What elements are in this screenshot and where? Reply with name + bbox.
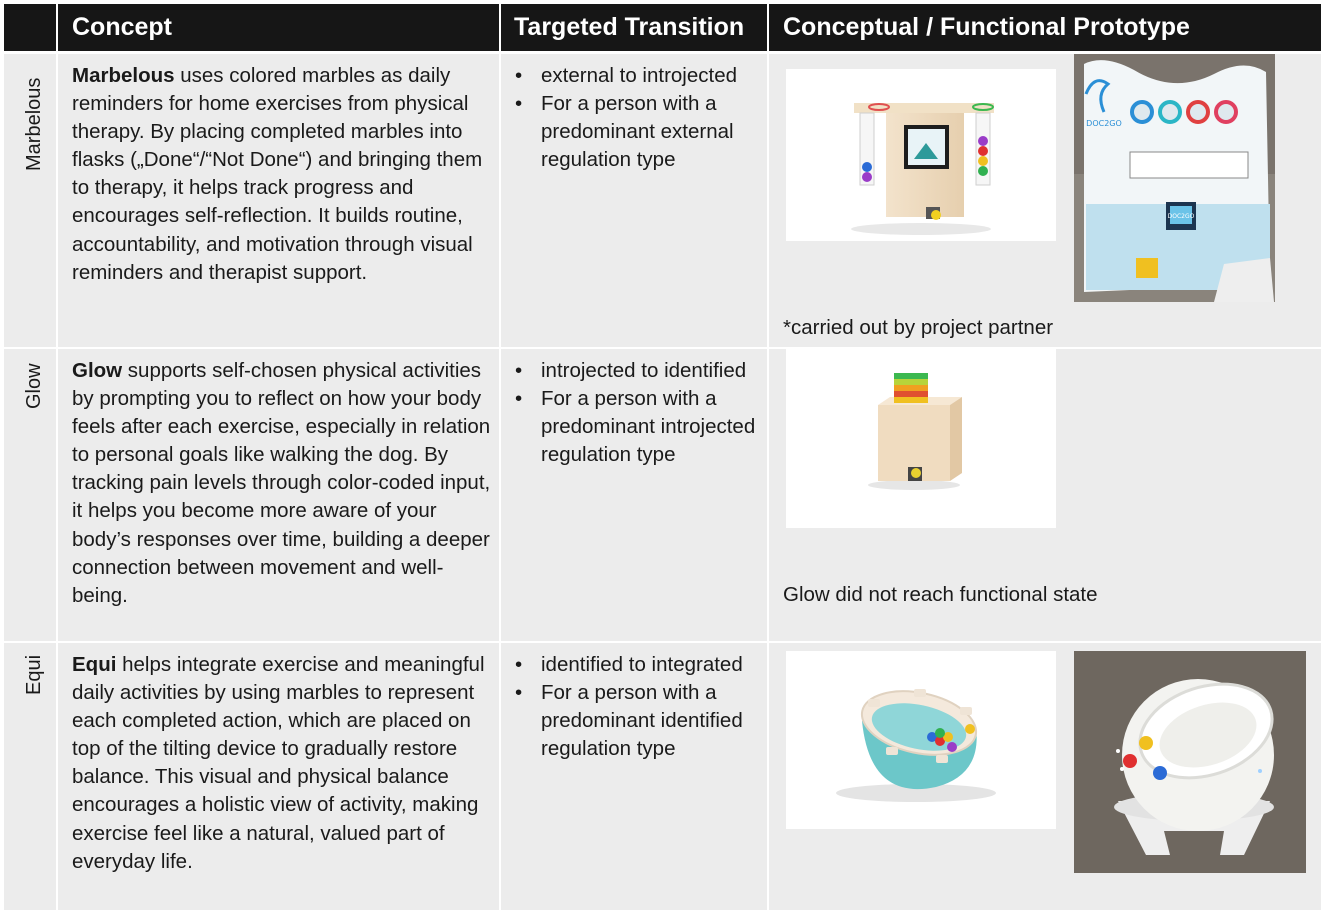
prototype-note-marbelous: *carried out by project partner: [783, 316, 1054, 339]
concept-description-glow: supports self-chosen physical activities by prompting you to reflect on how your body feels after each exercise, especially in relation to personal goals like walking the dog. By tracking pain levels through color-coded input, it helps you become more aware of your body’s responses over time, building a deeper connection between movement and well-being.: [72, 359, 491, 607]
list-item: • For a person with a predominant introjected regulation type: [513, 385, 763, 469]
transition-cell-marbelous: [501, 54, 767, 347]
concept-description-equi: helps integrate exercise and meaningful daily activities by using marbles to represent each completed action, which are placed on top of the tilting device to gradually restore balance. This visual and physical balance encourages a holistic view of activity, making exercise feel like a natural, valued part of everyday life.: [72, 653, 485, 873]
row-label-glow: Glow: [23, 363, 45, 409]
transition-list-equi: [513, 651, 763, 763]
transition-cell-glow: [501, 349, 767, 641]
concept-name-glow: Glow: [72, 359, 123, 382]
glow-render-image: [786, 349, 1056, 528]
header-concept: Concept: [58, 4, 499, 51]
concept-cell-equi: [58, 643, 499, 910]
prototype-note-glow: Glow did not reach functional state: [783, 583, 1098, 606]
row-label-cell-glow: [4, 349, 56, 641]
equi-photo-image: [1074, 651, 1306, 873]
marbelous-render-image: [786, 69, 1056, 241]
header-prototype: Conceptual / Functional Prototype: [769, 4, 1321, 51]
transition-list-glow: [513, 357, 763, 469]
concept-name-equi: Equi: [72, 653, 117, 676]
prototype-cell-equi: [769, 643, 1321, 910]
header-empty-cell: [4, 4, 56, 51]
row-label-marbelous: Marbelous: [23, 77, 45, 171]
transition-cell-equi: [501, 643, 767, 910]
equi-render-image: [786, 651, 1056, 829]
row-label-cell-marbelous: [4, 54, 56, 347]
row-label-equi: Equi: [23, 654, 45, 695]
concept-cell-marbelous: [58, 54, 499, 347]
device-screen-text: DOC2GO: [1167, 213, 1195, 220]
list-item: • external to introjected: [513, 62, 763, 90]
concept-text-marbelous: [72, 62, 492, 287]
row-label-cell-equi: [4, 643, 56, 910]
list-item: • For a person with a predominant external regulation type: [513, 90, 763, 174]
list-item: • For a person with a predominant identified regulation type: [513, 679, 763, 763]
concept-cell-glow: [58, 349, 499, 641]
transition-list-marbelous: [513, 62, 763, 174]
concept-text-glow: [72, 357, 492, 610]
concept-name-marbelous: Marbelous: [72, 64, 175, 87]
prototype-cell-marbelous: [769, 54, 1321, 347]
concept-text-equi: [72, 651, 492, 876]
prototype-cell-glow: [769, 349, 1321, 641]
list-item: • identified to integrated: [513, 651, 763, 679]
concept-description-marbelous: uses colored marbles as daily reminders for home exercises from physical therapy. By placing completed marbles into flasks („Done“/“Not Done“) and bringing them to therapy, it helps track progress and encourages self-reflection. It builds routine, accountability, and motivation through visual reminders and therapist support.: [72, 64, 483, 284]
device-brand-text: DOC2GO: [1086, 119, 1122, 128]
header-targeted-transition: Targeted Transition: [501, 4, 767, 51]
marbelous-photo-image: [1074, 54, 1275, 302]
list-item: • introjected to identified: [513, 357, 763, 385]
